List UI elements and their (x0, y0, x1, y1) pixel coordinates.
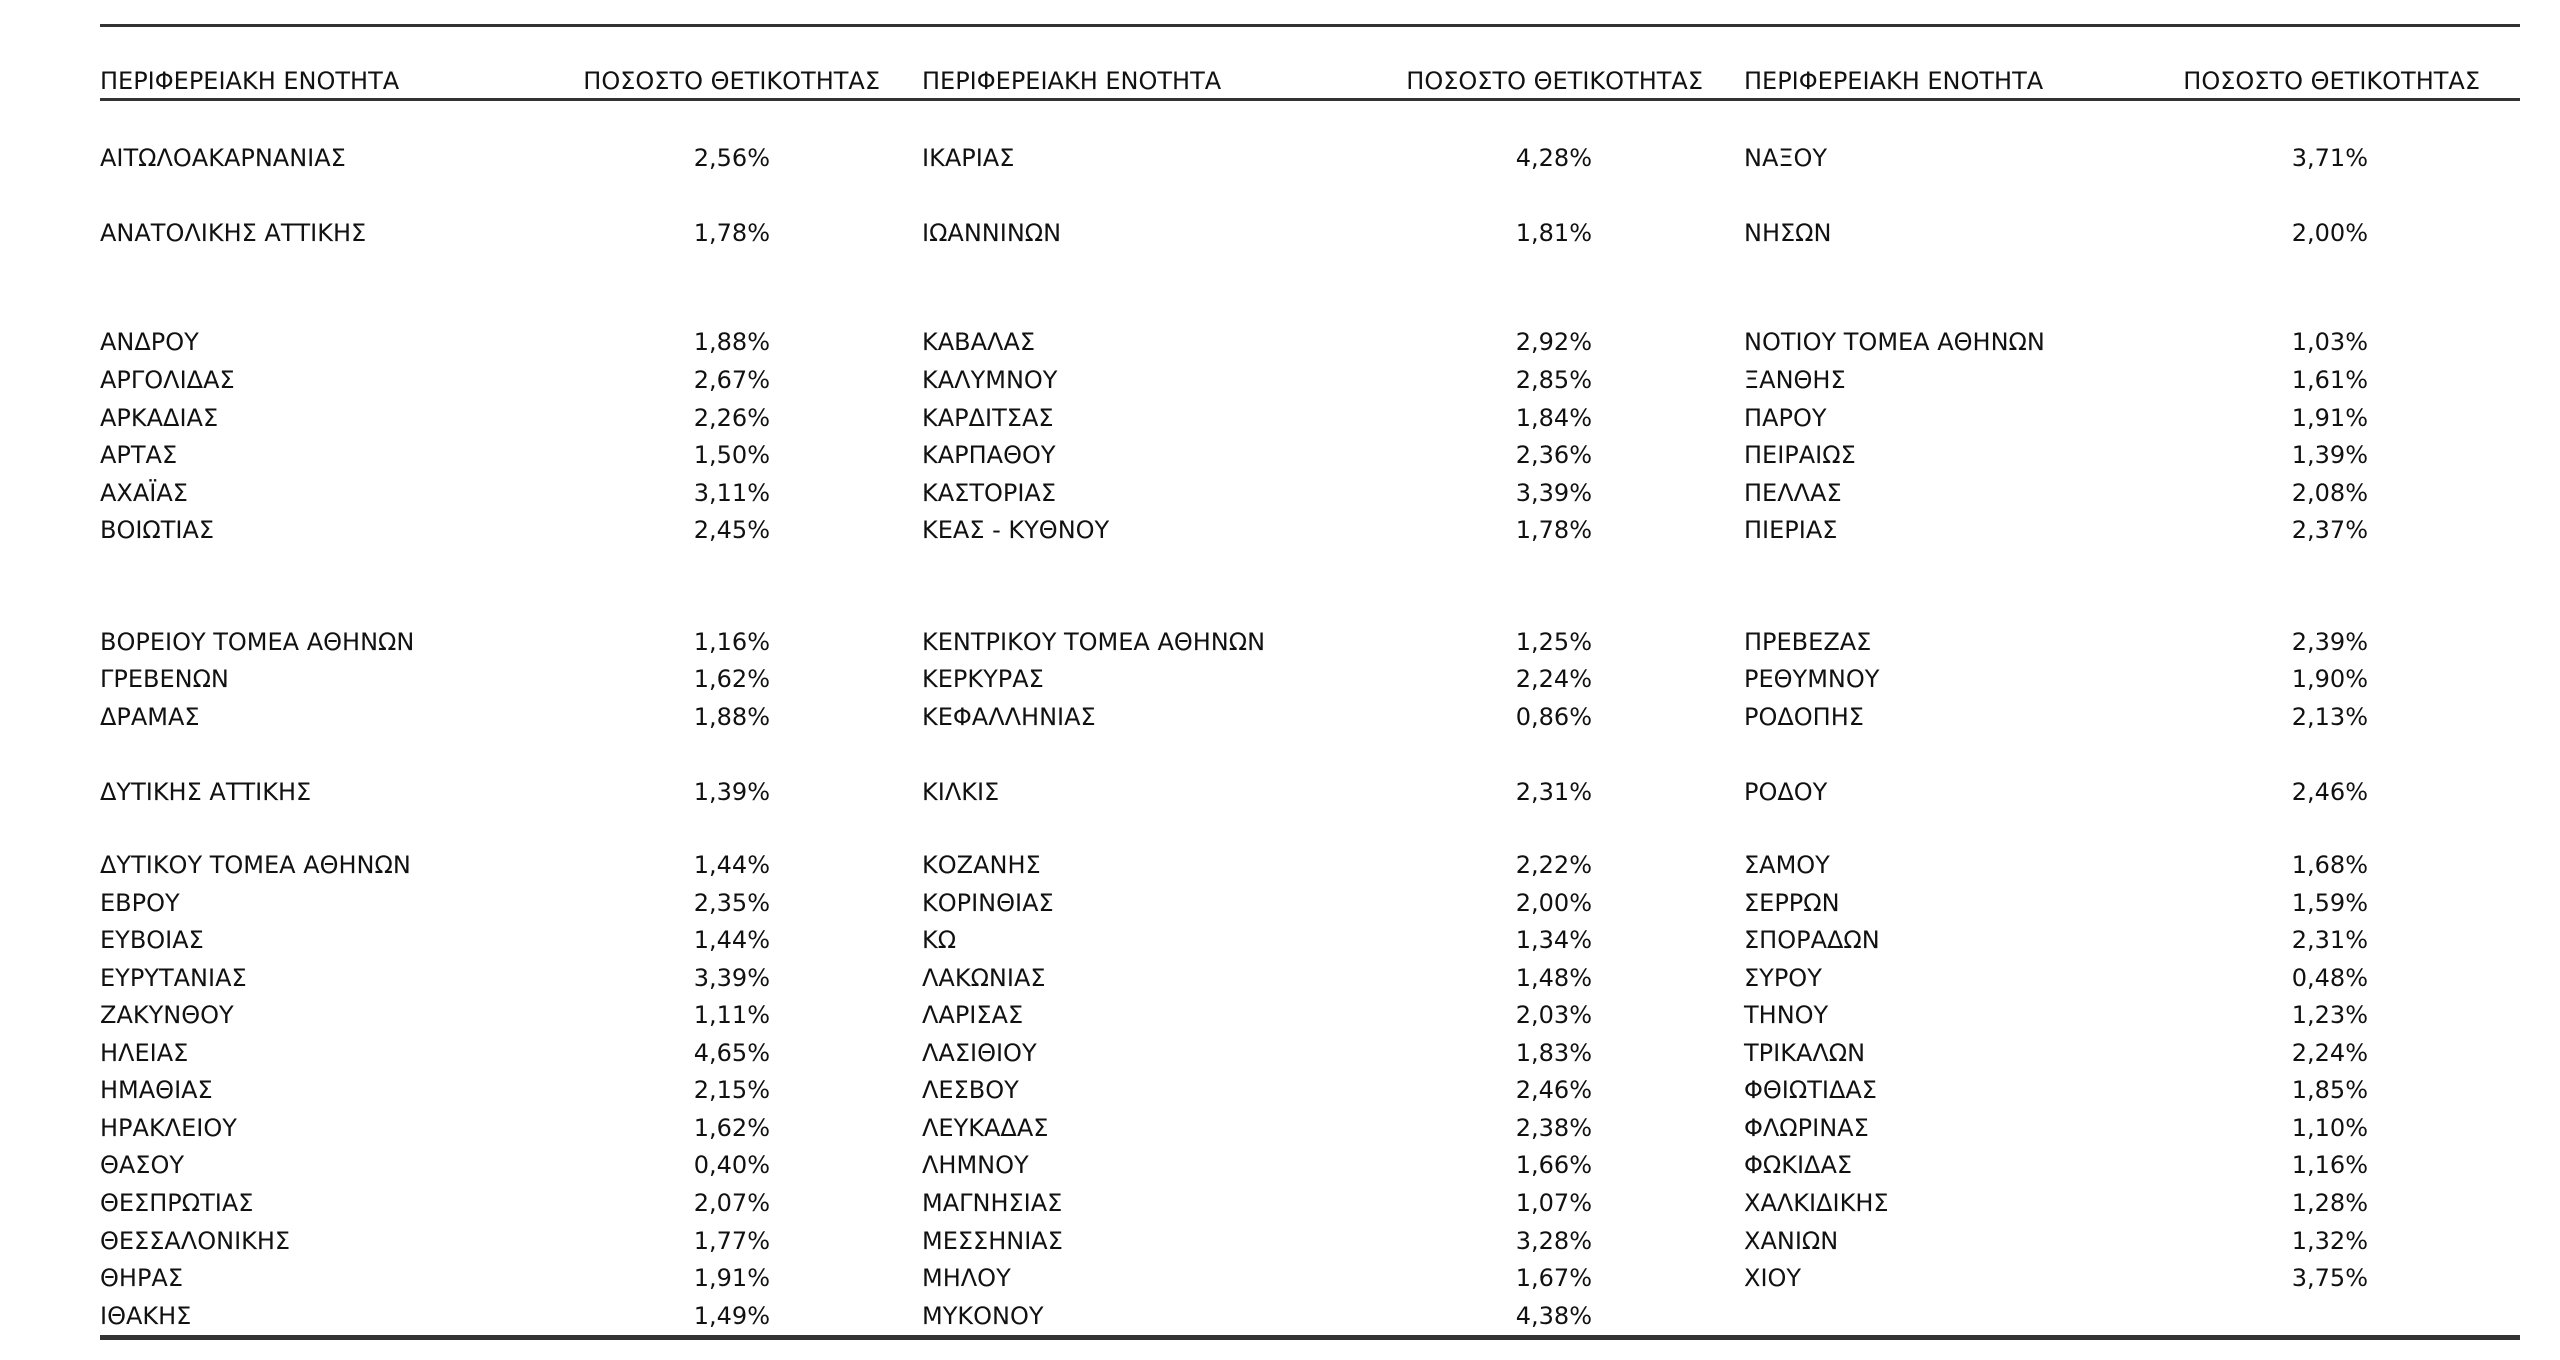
region-name: ΚΕΝΤΡΙΚΟΥ ΤΟΜΕΑ ΑΘΗΝΩΝ (922, 628, 1266, 656)
positivity-rate: 2,03% (1515, 1001, 1592, 1029)
region-name: ΝΑΞΟΥ (1744, 144, 1828, 172)
region-name: ΦΛΩΡΙΝΑΣ (1744, 1114, 1869, 1142)
positivity-rate: 2,24% (2291, 1039, 2368, 1067)
positivity-rate: 1,25% (1515, 628, 1592, 656)
positivity-rate: 1,78% (693, 219, 770, 247)
region-name: ΙΘΑΚΗΣ (100, 1302, 192, 1330)
positivity-rate: 0,48% (2291, 964, 2368, 992)
region-name: ΛΑΚΩΝΙΑΣ (922, 964, 1046, 992)
positivity-rate: 1,49% (693, 1302, 770, 1330)
positivity-rate: 1,77% (693, 1227, 770, 1255)
region-name: ΗΜΑΘΙΑΣ (100, 1076, 213, 1104)
positivity-rate: 1,62% (693, 1114, 770, 1142)
positivity-rate: 2,67% (693, 366, 770, 394)
positivity-rate: 3,75% (2291, 1264, 2368, 1292)
positivity-rate: 4,65% (693, 1039, 770, 1067)
positivity-rate: 0,86% (1515, 703, 1592, 731)
region-name: ΜΕΣΣΗΝΙΑΣ (922, 1227, 1063, 1255)
positivity-rate: 1,48% (1515, 964, 1592, 992)
region-name: ΑΝΑΤΟΛΙΚΗΣ ΑΤΤΙΚΗΣ (100, 219, 367, 247)
positivity-rate: 2,56% (693, 144, 770, 172)
positivity-rate: 2,13% (2291, 703, 2368, 731)
positivity-rate: 1,85% (2291, 1076, 2368, 1104)
positivity-rate: 2,00% (2291, 219, 2368, 247)
positivity-rate: 2,31% (1515, 778, 1592, 806)
positivity-rate: 1,81% (1515, 219, 1592, 247)
positivity-rate: 1,11% (693, 1001, 770, 1029)
region-name: ΛΕΥΚΑΔΑΣ (922, 1114, 1049, 1142)
column-header-positivity: ΠΟΣΟΣΤΟ ΘΕΤΙΚΟΤΗΤΑΣ (1406, 67, 1703, 95)
region-name: ΙΩΑΝΝΙΝΩΝ (922, 219, 1062, 247)
region-name: ΚΑΣΤΟΡΙΑΣ (922, 479, 1057, 507)
region-name: ΣΕΡΡΩΝ (1744, 889, 1840, 917)
positivity-rate: 2,46% (2291, 778, 2368, 806)
region-name: ΛΑΣΙΘΙΟΥ (922, 1039, 1037, 1067)
region-name: ΠΙΕΡΙΑΣ (1744, 516, 1838, 544)
region-name: ΔΥΤΙΚΗΣ ΑΤΤΙΚΗΣ (100, 778, 312, 806)
positivity-rate: 1,23% (2291, 1001, 2368, 1029)
region-name: ΑΝΔΡΟΥ (100, 328, 199, 356)
positivity-rate: 3,39% (1515, 479, 1592, 507)
positivity-rate: 1,59% (2291, 889, 2368, 917)
region-name: ΑΡΚΑΔΙΑΣ (100, 404, 219, 432)
region-name: ΚΕΦΑΛΛΗΝΙΑΣ (922, 703, 1096, 731)
positivity-rate: 2,45% (693, 516, 770, 544)
region-name: ΡΟΔΟΠΗΣ (1744, 703, 1864, 731)
column-header-positivity: ΠΟΣΟΣΤΟ ΘΕΤΙΚΟΤΗΤΑΣ (583, 67, 880, 95)
region-name: ΓΡΕΒΕΝΩΝ (100, 665, 229, 693)
region-name: ΗΛΕΙΑΣ (100, 1039, 189, 1067)
positivity-rate: 3,11% (693, 479, 770, 507)
positivity-rate: 3,71% (2291, 144, 2368, 172)
positivity-rate: 2,46% (1515, 1076, 1592, 1104)
region-name: ΛΑΡΙΣΑΣ (922, 1001, 1024, 1029)
region-name: ΑΧΑΪΑΣ (100, 479, 188, 507)
positivity-rate: 1,78% (1515, 516, 1592, 544)
positivity-rate: 4,38% (1515, 1302, 1592, 1330)
region-name: ΖΑΚΥΝΘΟΥ (100, 1001, 234, 1029)
table-bottom-rule (100, 1335, 2520, 1340)
region-name: ΜΗΛΟΥ (922, 1264, 1011, 1292)
region-name: ΠΕΙΡΑΙΩΣ (1744, 441, 1856, 469)
positivity-rate: 4,28% (1515, 144, 1592, 172)
positivity-rate: 2,85% (1515, 366, 1592, 394)
positivity-rate: 2,38% (1515, 1114, 1592, 1142)
column-header-region: ΠΕΡΙΦΕΡΕΙΑΚΗ ΕΝΟΤΗΤΑ (100, 67, 400, 95)
positivity-rate: 2,92% (1515, 328, 1592, 356)
positivity-rate: 1,66% (1515, 1151, 1592, 1179)
region-name: ΡΕΘΥΜΝΟΥ (1744, 665, 1880, 693)
region-name: ΛΕΣΒΟΥ (922, 1076, 1019, 1104)
region-name: ΚΕΡΚΥΡΑΣ (922, 665, 1044, 693)
region-name: ΚΑΒΑΛΑΣ (922, 328, 1036, 356)
table-header-rule (100, 98, 2520, 101)
region-name: ΗΡΑΚΛΕΙΟΥ (100, 1114, 237, 1142)
positivity-rate: 1,91% (693, 1264, 770, 1292)
region-name: ΣΥΡΟΥ (1744, 964, 1822, 992)
region-name: ΚΙΛΚΙΣ (922, 778, 1000, 806)
region-name: ΚΩ (922, 926, 957, 954)
positivity-rate: 1,16% (2291, 1151, 2368, 1179)
region-name: ΘΗΡΑΣ (100, 1264, 183, 1292)
positivity-rate: 1,91% (2291, 404, 2368, 432)
positivity-rate: 3,39% (693, 964, 770, 992)
region-name: ΒΟΙΩΤΙΑΣ (100, 516, 215, 544)
region-name: ΚΕΑΣ - ΚΥΘΝΟΥ (922, 516, 1110, 544)
region-name: ΕΒΡΟΥ (100, 889, 180, 917)
positivity-rate: 1,90% (2291, 665, 2368, 693)
region-name: ΘΕΣΠΡΩΤΙΑΣ (100, 1189, 254, 1217)
positivity-rate: 1,39% (693, 778, 770, 806)
positivity-rate: 2,35% (693, 889, 770, 917)
region-name: ΠΡΕΒΕΖΑΣ (1744, 628, 1872, 656)
positivity-rate: 2,07% (693, 1189, 770, 1217)
positivity-rate: 1,34% (1515, 926, 1592, 954)
region-name: ΑΡΓΟΛΙΔΑΣ (100, 366, 235, 394)
positivity-rate: 2,36% (1515, 441, 1592, 469)
positivity-rate: 1,61% (2291, 366, 2368, 394)
positivity-rate: 2,31% (2291, 926, 2368, 954)
positivity-rate: 2,37% (2291, 516, 2368, 544)
region-name: ΠΑΡΟΥ (1744, 404, 1827, 432)
column-header-positivity: ΠΟΣΟΣΤΟ ΘΕΤΙΚΟΤΗΤΑΣ (2183, 67, 2480, 95)
region-name: ΚΑΡΠΑΘΟΥ (922, 441, 1056, 469)
region-name: ΕΥΒΟΙΑΣ (100, 926, 204, 954)
region-name: ΣΑΜΟΥ (1744, 851, 1830, 879)
region-name: ΙΚΑΡΙΑΣ (922, 144, 1015, 172)
region-name: ΚΟΡΙΝΘΙΑΣ (922, 889, 1054, 917)
region-name: ΑΙΤΩΛΟΑΚΑΡΝΑΝΙΑΣ (100, 144, 346, 172)
positivity-rate: 1,62% (693, 665, 770, 693)
positivity-rate: 1,07% (1515, 1189, 1592, 1217)
region-name: ΒΟΡΕΙΟΥ ΤΟΜΕΑ ΑΘΗΝΩΝ (100, 628, 415, 656)
region-name: ΠΕΛΛΑΣ (1744, 479, 1842, 507)
region-name: ΔΥΤΙΚΟΥ ΤΟΜΕΑ ΑΘΗΝΩΝ (100, 851, 411, 879)
positivity-rate: 1,10% (2291, 1114, 2368, 1142)
region-name: ΞΑΝΘΗΣ (1744, 366, 1846, 394)
positivity-rate: 3,28% (1515, 1227, 1592, 1255)
positivity-rate: 1,16% (693, 628, 770, 656)
region-name: ΧΑΛΚΙΔΙΚΗΣ (1744, 1189, 1889, 1217)
positivity-rate: 1,67% (1515, 1264, 1592, 1292)
positivity-rate: 1,39% (2291, 441, 2368, 469)
region-name: ΝΟΤΙΟΥ ΤΟΜΕΑ ΑΘΗΝΩΝ (1744, 328, 2045, 356)
positivity-rate: 1,50% (693, 441, 770, 469)
positivity-rate: 1,32% (2291, 1227, 2368, 1255)
region-name: ΤΡΙΚΑΛΩΝ (1744, 1039, 1866, 1067)
positivity-rate: 1,03% (2291, 328, 2368, 356)
positivity-rate: 0,40% (693, 1151, 770, 1179)
region-name: ΚΑΡΔΙΤΣΑΣ (922, 404, 1054, 432)
region-name: ΕΥΡΥΤΑΝΙΑΣ (100, 964, 247, 992)
region-name: ΘΕΣΣΑΛΟΝΙΚΗΣ (100, 1227, 291, 1255)
table-top-rule (100, 24, 2520, 27)
positivity-rate: 2,15% (693, 1076, 770, 1104)
positivity-rate: 2,39% (2291, 628, 2368, 656)
positivity-rate: 1,44% (693, 926, 770, 954)
region-name: ΦΩΚΙΔΑΣ (1744, 1151, 1853, 1179)
region-name: ΧΑΝΙΩΝ (1744, 1227, 1839, 1255)
positivity-rate: 1,88% (693, 703, 770, 731)
region-name: ΛΗΜΝΟΥ (922, 1151, 1029, 1179)
region-name: ΧΙΟΥ (1744, 1264, 1802, 1292)
column-header-region: ΠΕΡΙΦΕΡΕΙΑΚΗ ΕΝΟΤΗΤΑ (1744, 67, 2044, 95)
positivity-rate: 1,84% (1515, 404, 1592, 432)
region-name: ΦΘΙΩΤΙΔΑΣ (1744, 1076, 1877, 1104)
column-header-region: ΠΕΡΙΦΕΡΕΙΑΚΗ ΕΝΟΤΗΤΑ (922, 67, 1222, 95)
positivity-rate: 1,28% (2291, 1189, 2368, 1217)
positivity-rate: 2,24% (1515, 665, 1592, 693)
region-name: ΤΗΝΟΥ (1744, 1001, 1829, 1029)
region-name: ΝΗΣΩΝ (1744, 219, 1832, 247)
positivity-rate: 2,26% (693, 404, 770, 432)
region-name: ΘΑΣΟΥ (100, 1151, 185, 1179)
region-name: ΣΠΟΡΑΔΩΝ (1744, 926, 1880, 954)
region-name: ΜΥΚΟΝΟΥ (922, 1302, 1044, 1330)
region-name: ΜΑΓΝΗΣΙΑΣ (922, 1189, 1063, 1217)
positivity-rate: 1,68% (2291, 851, 2368, 879)
region-name: ΚΑΛΥΜΝΟΥ (922, 366, 1058, 394)
positivity-rate: 1,83% (1515, 1039, 1592, 1067)
region-name: ΡΟΔΟΥ (1744, 778, 1828, 806)
region-name: ΑΡΤΑΣ (100, 441, 178, 469)
region-name: ΔΡΑΜΑΣ (100, 703, 200, 731)
positivity-rate: 2,22% (1515, 851, 1592, 879)
region-name: ΚΟΖΑΝΗΣ (922, 851, 1041, 879)
positivity-rate: 1,88% (693, 328, 770, 356)
positivity-rate: 2,00% (1515, 889, 1592, 917)
positivity-rate: 2,08% (2291, 479, 2368, 507)
positivity-rate: 1,44% (693, 851, 770, 879)
